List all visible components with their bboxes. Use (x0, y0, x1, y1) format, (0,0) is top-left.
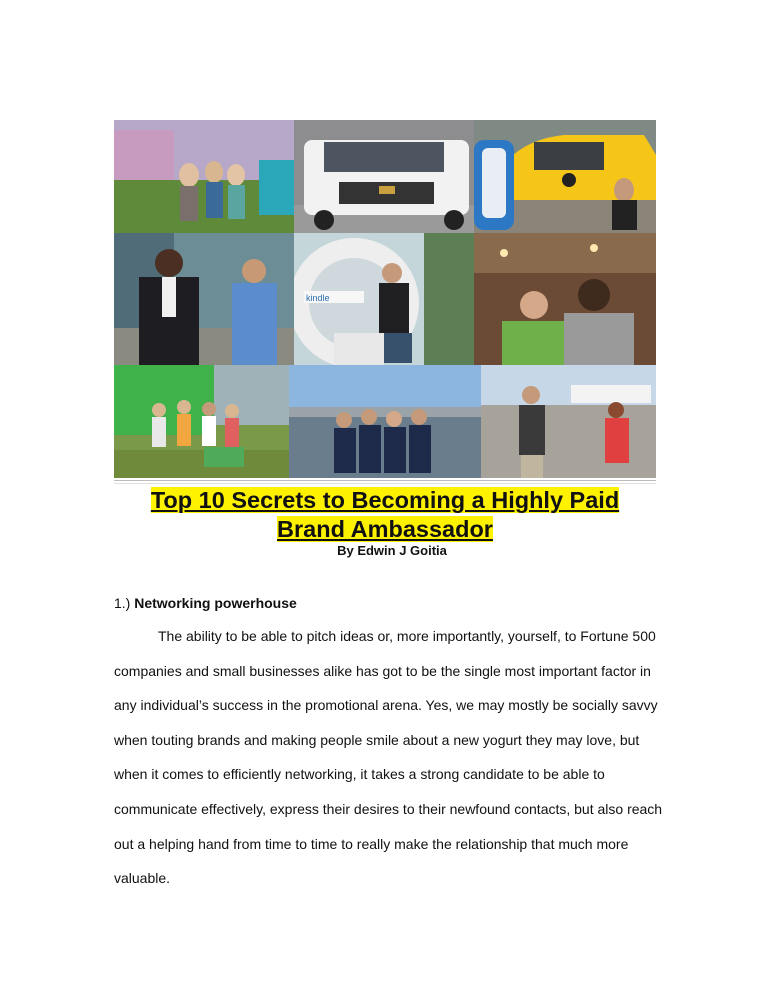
section-paragraph: The ability to be able to pitch ideas or, more importantly, yourself, to Fortune 500 companies and small businesses alike has got to be the single most important factor in any individual’s success in the promotional arena. Yes, we may mostly be socially savvy when touting brands and making people smile about a new yogurt they may love, but when it comes to efficiently networking, it takes a strong candidate to be able to communicate effectively, express their desires to their newfound contacts, but also reach out a helping hand from time to time to really make the relationship that much more valuable. (114, 628, 663, 887)
kindle-booth-photo (294, 233, 474, 365)
street-handout-photo (481, 365, 656, 478)
section-heading-text: Networking powerhouse (134, 595, 297, 611)
divider-line (114, 480, 656, 481)
section-heading (114, 595, 297, 611)
group-outdoors-photo (289, 365, 481, 478)
title-line-1: Top 10 Secrets to Becoming a Highly Paid (150, 487, 620, 513)
two-men-selfie-photo (474, 233, 656, 365)
svg-text:kindle: kindle (306, 293, 330, 303)
byline: By Edwin J Goitia (337, 543, 447, 558)
section-number: 1.) (114, 595, 131, 611)
photo-collage (114, 120, 656, 478)
divider-line-secondary (114, 483, 656, 484)
white-pickup-truck-photo (294, 120, 474, 233)
title-line-2: Brand Ambassador (277, 516, 493, 542)
page-title (114, 486, 656, 544)
section-body (114, 619, 664, 896)
yellow-taxi-photo (474, 120, 656, 233)
two-men-talking-photo (114, 233, 294, 365)
festival-crowd-photo (114, 120, 294, 233)
group-by-green-truck-photo (114, 365, 289, 478)
